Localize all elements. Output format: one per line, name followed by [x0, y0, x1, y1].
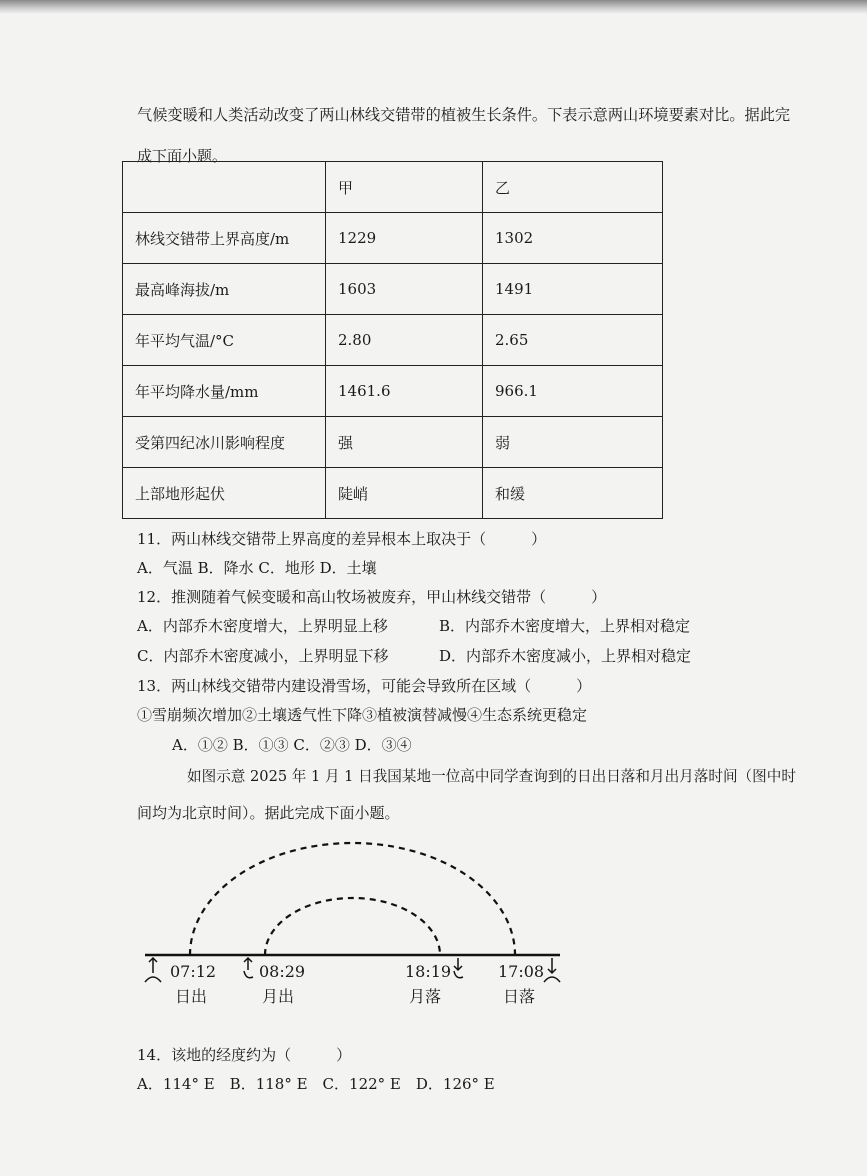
- table-cell: 年平均降水量/mm: [123, 366, 326, 417]
- sunset-icon: [544, 958, 560, 982]
- table-cell: 966.1: [483, 366, 663, 417]
- q12-option-d: D．内部乔木密度减小，上界相对稳定: [439, 647, 692, 665]
- table-row: [123, 213, 663, 264]
- table-header-cell: 乙: [483, 162, 663, 213]
- q13-stem: 13．两山林线交错带内建设滑雪场，可能会导致所在区域（ ）: [137, 677, 592, 695]
- q14-stem: 14．该地的经度约为（ ）: [137, 1046, 352, 1064]
- table-cell: 2.80: [326, 315, 483, 366]
- q12-stem: 12．推测随着气候变暖和高山牧场被废弃，甲山林线交错带（ ）: [137, 588, 607, 606]
- table-cell: 和缓: [483, 468, 663, 519]
- table-cell: 陡峭: [326, 468, 483, 519]
- table-cell: 上部地形起伏: [123, 468, 326, 519]
- table-cell: 1302: [483, 213, 663, 264]
- q11-options: A．气温 B．降水 C．地形 D．土壤: [137, 559, 377, 577]
- comparison-table: [122, 161, 663, 519]
- q12-option-c: C．内部乔木密度减小，上界明显下移: [137, 647, 389, 665]
- q12-option-b: B．内部乔木密度增大，上界相对稳定: [439, 617, 691, 635]
- moonset-icon: [454, 958, 463, 978]
- table-header-cell: [123, 162, 326, 213]
- table-row: [123, 468, 663, 519]
- sunrise-icon: [145, 958, 161, 982]
- intro-line-2: 成下面小题。: [137, 147, 228, 165]
- table-cell: 强: [326, 417, 483, 468]
- table-row: [123, 417, 663, 468]
- q14-options: A．114° E B．118° E C．122° E D．126° E: [137, 1075, 495, 1093]
- q11-stem: 11．两山林线交错带上界高度的差异根本上取决于（ ）: [137, 530, 547, 548]
- table-cell: 1461.6: [326, 366, 483, 417]
- table-cell: 林线交错带上界高度/m: [123, 213, 326, 264]
- intro2-line-2: 间均为北京时间）。据此完成下面小题。: [137, 804, 400, 822]
- intro-line-1: 气候变暖和人类活动改变了两山林线交错带的植被生长条件。下表示意两山环境要素对比。据此完: [137, 106, 791, 124]
- table-cell: 最高峰海拔/m: [123, 264, 326, 315]
- table-header-cell: 甲: [326, 162, 483, 213]
- intro2-line-1: 如图示意 2025 年 1 月 1 日我国某地一位高中同学查询到的日出日落和月出月落时间（图中时: [187, 768, 796, 785]
- table-cell: 1603: [326, 264, 483, 315]
- table-cell: 受第四纪冰川影响程度: [123, 417, 326, 468]
- moonset-time: 18:19: [405, 962, 452, 981]
- q12-option-a: A．内部乔木密度增大，上界明显上移: [137, 617, 388, 635]
- q13-items: ①雪崩频次增加②土壤透气性下降③植被演替减慢④生态系统更稳定: [137, 706, 588, 724]
- table-cell: 年平均气温/°C: [123, 315, 326, 366]
- table-row: [123, 366, 663, 417]
- sunset-time: 17:08: [498, 962, 545, 981]
- moonrise-label: 月出: [262, 987, 295, 1006]
- table-row: [123, 264, 663, 315]
- sunrise-label: 日出: [175, 987, 208, 1006]
- table-cell: 2.65: [483, 315, 663, 366]
- table-row: [123, 315, 663, 366]
- scan-shadow: [0, 0, 867, 14]
- moonrise-icon: [244, 958, 253, 978]
- moonset-label: 月落: [409, 987, 442, 1006]
- table-cell: 弱: [483, 417, 663, 468]
- q13-options: A．①② B．①③ C．②③ D．③④: [172, 736, 412, 754]
- table-cell: 1491: [483, 264, 663, 315]
- table-header-row: [123, 162, 663, 213]
- sunrise-time: 07:12: [170, 962, 217, 981]
- sunset-label: 日落: [503, 987, 536, 1006]
- moonrise-time: 08:29: [259, 962, 306, 981]
- moon-path-arc: [265, 898, 440, 955]
- table-cell: 1229: [326, 213, 483, 264]
